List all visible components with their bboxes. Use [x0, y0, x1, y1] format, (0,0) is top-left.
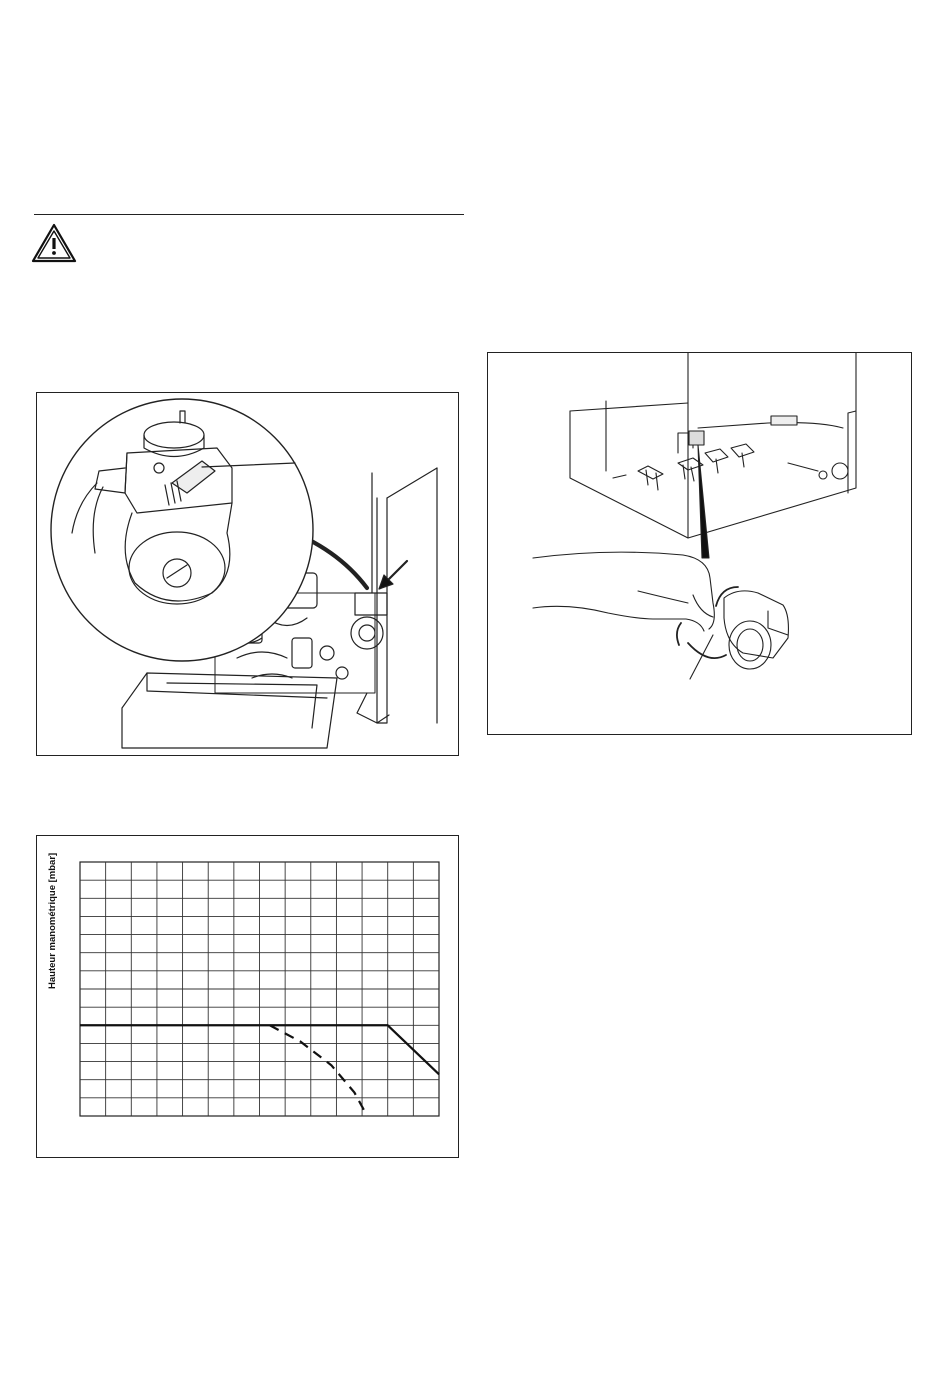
warning-triangle-icon — [30, 222, 78, 264]
pump-figure — [36, 392, 459, 756]
series-line-dashed — [270, 1025, 367, 1116]
valve-turning-illustration — [488, 353, 911, 734]
pump-detail-illustration — [37, 393, 458, 755]
y-axis-label: Hauteur manométrique [mbar] — [47, 852, 58, 989]
pump-curve-chart — [36, 835, 459, 1158]
section-rule — [34, 214, 464, 215]
chart-canvas — [37, 836, 458, 1157]
valve-figure — [487, 352, 912, 735]
